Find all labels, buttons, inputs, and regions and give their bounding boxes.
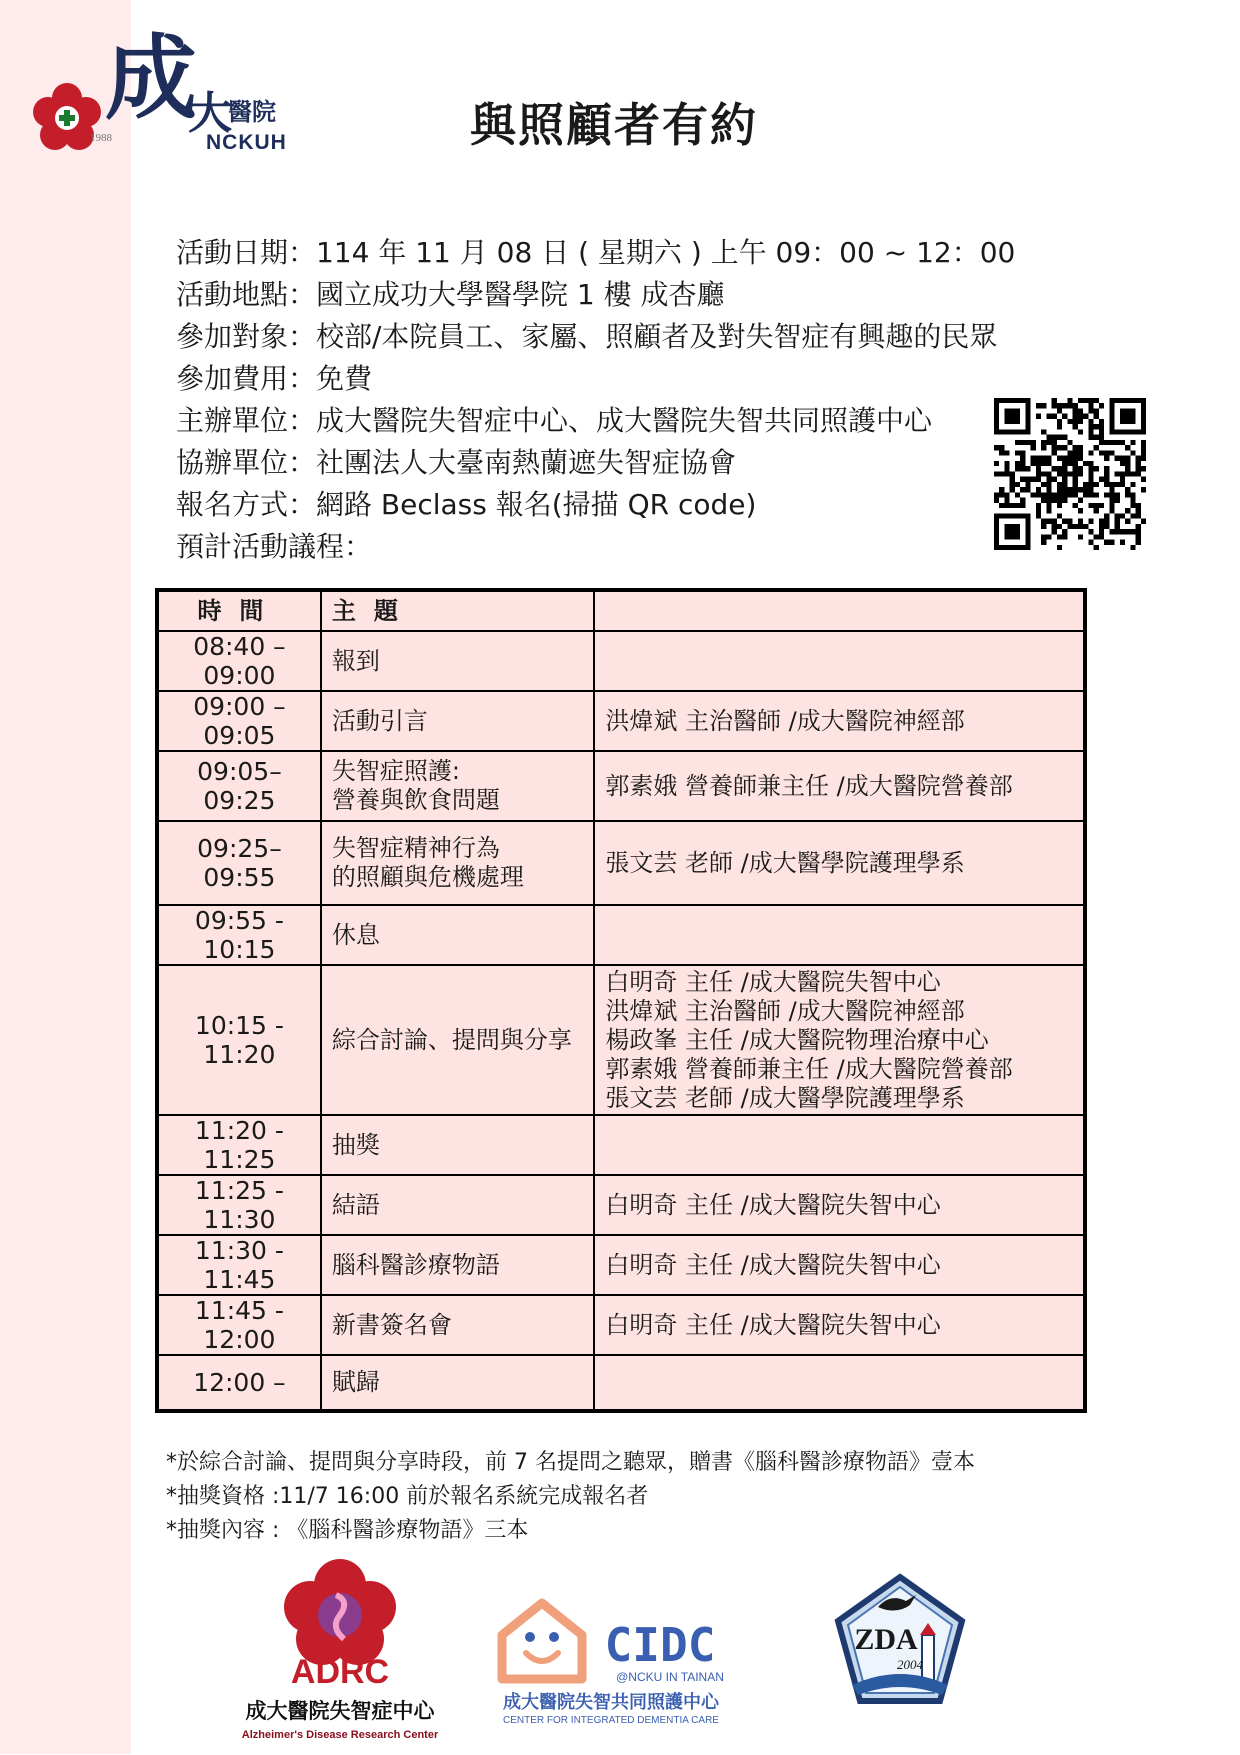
schedule-speakers — [594, 751, 1085, 821]
schedule-time: 09:05– 09:25 — [157, 751, 321, 821]
schedule-row — [157, 1235, 1085, 1295]
adrc-logo — [240, 1555, 440, 1745]
logo-english-name: NCKUH — [206, 131, 287, 154]
schedule-topic — [321, 1295, 594, 1355]
info-registration: 報名方式：網路 Beclass 報名(掃描 QR code) — [176, 488, 757, 521]
schedule-topic-line: 抽獎 — [331, 1130, 380, 1159]
schedule-speaker: 郭素娥 營養師兼主任 /成大醫院營養部 — [605, 771, 1013, 800]
schedule-row — [157, 1175, 1085, 1235]
schedule-time: 11:30 - 11:45 — [157, 1235, 321, 1295]
schedule-speakers — [594, 1355, 1085, 1411]
schedule-topic-line: 綜合討論、提問與分享 — [331, 1025, 572, 1054]
schedule-time: 08:40 – 09:00 — [157, 631, 321, 691]
schedule-topic — [321, 751, 594, 821]
schedule-speakers — [594, 631, 1085, 691]
schedule-table — [155, 588, 1087, 1413]
adrc-name-zh: 成大醫院失智症中心 — [245, 1699, 435, 1723]
partner-logos — [0, 1555, 1240, 1755]
lighthouse-icon — [922, 1635, 934, 1681]
adrc-mark: ADRC — [290, 1653, 390, 1691]
schedule-topic-line: 活動引言 — [331, 706, 428, 735]
schedule-speakers — [594, 1115, 1085, 1175]
schedule-speakers — [594, 905, 1085, 965]
schedule-speaker: 郭素娥 營養師兼主任 /成大醫院營養部 — [605, 1054, 1013, 1083]
logo-hospital-characters: 醫院 — [228, 97, 276, 126]
schedule-row — [157, 1355, 1085, 1411]
schedule-time: 11:20 - 11:25 — [157, 1115, 321, 1175]
schedule-topic-line: 賦歸 — [331, 1368, 380, 1396]
schedule-topic — [321, 1115, 594, 1175]
schedule-time: 09:25– 09:55 — [157, 821, 321, 905]
schedule-row — [157, 905, 1085, 965]
schedule-speaker: 洪煒斌 主治醫師 /成大醫院神經部 — [605, 996, 965, 1025]
schedule-topic — [321, 905, 594, 965]
schedule-topic — [321, 821, 594, 905]
schedule-speakers — [594, 821, 1085, 905]
nckuh-logo — [30, 24, 290, 160]
info-fee: 參加費用：免費 — [176, 362, 373, 395]
schedule-topic-line: 新書簽名會 — [331, 1310, 452, 1339]
info-date: 活動日期：114 年 11 月 08 日 ( 星期六 ) 上午 09：00 ~ 12：00 — [176, 236, 1016, 269]
schedule-time: 11:45 - 12:00 — [157, 1295, 321, 1355]
page-title: 與照顧者有約 — [470, 98, 758, 152]
schedule-topic-line: 腦科醫診療物語 — [331, 1250, 500, 1279]
header-topic: 主題 — [321, 590, 594, 631]
schedule-speakers — [594, 1175, 1085, 1235]
info-organizer: 主辦單位：成大醫院失智症中心、成大醫院失智共同照護中心 — [176, 404, 933, 437]
schedule-topic-line: 休息 — [331, 920, 380, 949]
schedule-topic — [321, 1235, 594, 1295]
cidc-house-smile-icon — [502, 1603, 582, 1679]
schedule-row — [157, 751, 1085, 821]
schedule-topic-line: 營養與飲食問題 — [331, 786, 500, 814]
zda-mark: ZDA — [854, 1623, 918, 1656]
schedule-time: 09:55 - 10:15 — [157, 905, 321, 965]
info-agenda-heading: 預計活動議程： — [176, 530, 373, 563]
header-speaker — [594, 590, 1085, 631]
schedule-topic — [321, 1175, 594, 1235]
event-info — [176, 232, 1016, 568]
cidc-sub: @NCKU IN TAINAN — [616, 1670, 724, 1684]
side-strip — [0, 0, 131, 1754]
schedule-time: 12:00 – — [157, 1355, 321, 1411]
cidc-logo — [496, 1595, 736, 1725]
schedule-speakers — [594, 691, 1085, 751]
note-question-prize: *於綜合討論、提問與分享時段，前 7 名提問之聽眾，贈書《腦科醫診療物語》壹本 — [166, 1450, 975, 1475]
schedule-row — [157, 1115, 1085, 1175]
schedule-speaker: 白明奇 主任 /成大醫院失智中心 — [605, 1310, 941, 1339]
registration-qr-code[interactable] — [994, 398, 1146, 550]
schedule-time: 09:00 – 09:05 — [157, 691, 321, 751]
schedule-time: 11:25 - 11:30 — [157, 1175, 321, 1235]
schedule-speakers — [594, 965, 1085, 1115]
schedule-topic-line: 結語 — [331, 1190, 380, 1219]
info-co-organizer: 協辦單位：社團法人大臺南熱蘭遮失智症協會 — [176, 446, 737, 479]
schedule-topic-line: 報到 — [331, 646, 380, 675]
schedule-topic — [321, 691, 594, 751]
schedule-topic-line: 的照顧與危機處理 — [331, 863, 524, 891]
schedule-topic — [321, 965, 594, 1115]
schedule-topic — [321, 1355, 594, 1411]
schedule-speakers — [594, 1295, 1085, 1355]
info-location: 活動地點：國立成功大學醫學院 1 樓 成杏廳 — [176, 278, 725, 311]
cidc-name-en: CENTER FOR INTEGRATED DEMENTIA CARE — [503, 1715, 719, 1725]
schedule-header-row — [157, 590, 1085, 631]
schedule-speaker: 白明奇 主任 /成大醫院失智中心 — [605, 1250, 941, 1279]
zda-logo — [830, 1573, 970, 1713]
schedule-row — [157, 965, 1085, 1115]
schedule-topic-line: 失智症精神行為 — [331, 834, 500, 862]
schedule-speaker: 張文芸 老師 /成大醫學院護理學系 — [605, 1083, 965, 1112]
schedule-speaker: 白明奇 主任 /成大醫院失智中心 — [605, 967, 941, 996]
schedule-speaker: 白明奇 主任 /成大醫院失智中心 — [605, 1190, 941, 1219]
zda-year: 2004 — [897, 1657, 923, 1672]
logo-cheng-character: 成 — [105, 24, 198, 132]
logo-da-character: 大 — [188, 88, 232, 139]
info-audience: 參加對象：校部/本院員工、家屬、照顧者及對失智症有興趣的民眾 — [176, 320, 998, 353]
schedule-row — [157, 1295, 1085, 1355]
schedule-row — [157, 821, 1085, 905]
schedule-speaker: 楊政峯 主任 /成大醫院物理治療中心 — [605, 1025, 989, 1054]
schedule-row — [157, 631, 1085, 691]
header-time: 時間 — [157, 590, 321, 631]
adrc-name-en: Alzheimer's Disease Research Center — [241, 1729, 439, 1741]
note-lottery-prize: *抽獎內容 : 《腦科醫診療物語》三本 — [166, 1518, 529, 1543]
schedule-speaker: 洪煒斌 主治醫師 /成大醫院神經部 — [605, 706, 965, 735]
cidc-mark: CIDC — [604, 1618, 716, 1672]
schedule-topic-line: 失智症照護: — [331, 757, 460, 785]
schedule-topic — [321, 631, 594, 691]
schedule-row — [157, 691, 1085, 751]
note-lottery-eligibility: *抽獎資格 :11/7 16:00 前於報名系統完成報名者 — [166, 1484, 649, 1509]
schedule-speakers — [594, 1235, 1085, 1295]
schedule-speaker: 張文芸 老師 /成大醫學院護理學系 — [605, 848, 965, 877]
schedule-time: 10:15 - 11:20 — [157, 965, 321, 1115]
notes — [166, 1446, 975, 1548]
logo-year: 1988 — [90, 132, 112, 144]
cidc-name-zh: 成大醫院失智共同照護中心 — [503, 1692, 719, 1713]
